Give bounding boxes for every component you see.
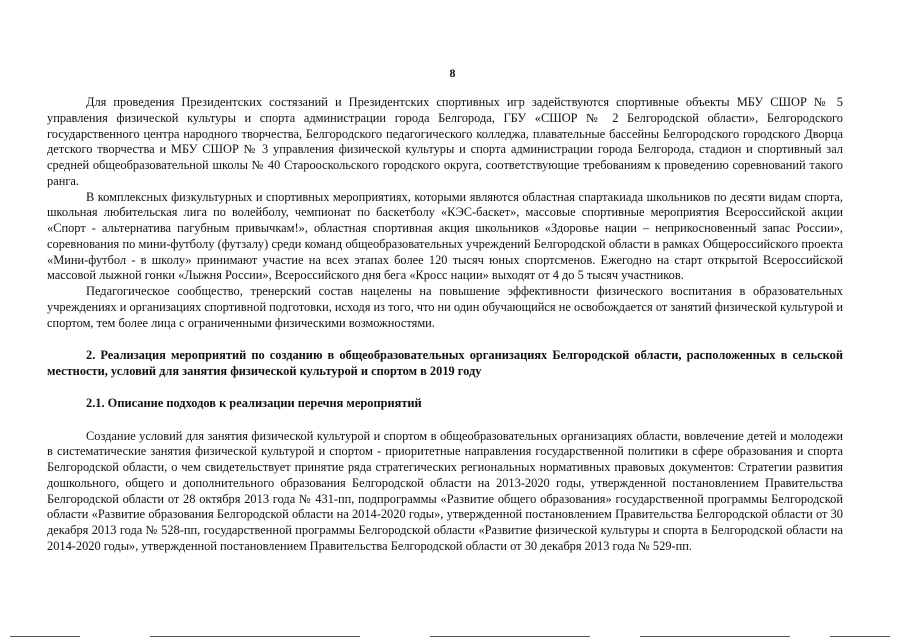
paragraph-pedagogical-community: Педагогическое сообщество, тренерский состав нацелены на повышение эффективности физического воспитания в образовательных учреждениях и организациях спортивной подготовки, исходя из того, что ни один обучающийся не освобождается от занятий физической культурой и спортом, тем более лица с ограниченными физическими возможностями.	[47, 284, 843, 330]
paragraph-sports-facilities: Для проведения Президентских состязаний и Президентских спортивных игр задействуются спортивные объекты МБУ СШОР № 5 управления физической культуры и спорта администрации города Белгорода, ГБУ «СШОР № 2 Белгородской области», Белгородского государственного центра народного творчества, Белгородского педагогического колледжа, плавательные бассейны Белгородского городского Дворца детского творчества и МБУ СШОР № 3 управления физической культуры и спорта администрации города Белгорода, стадион и спортивный зал средней общеобразовательной школы № 40 Старооскольского городского округа, соответствующие требованиям к проведению соревнований такого ранга.	[47, 95, 843, 188]
scan-edge-artifact	[0, 634, 905, 640]
section-heading: 2. Реализация мероприятий по созданию в общеобразовательных организациях Белгородской области, расположенных в сельской местности, условий для занятия физической культурой и спортом в 2019 году	[47, 348, 843, 378]
page-number: 8	[449, 66, 456, 80]
paragraph-conditions: Создание условий для занятия физической культурой и спортом в общеобразовательных организациях области, вовлечение детей и молодежи в систематические занятия физической культурой и спортом - приоритетные направления государственной политики в сфере образования и спорта Белгородской области, о чем свидетельствует принятие ряда стратегических региональных нормативных правовых документов: Стратегии развития дошкольного, общего и дополнительного образования Белгородской области на 2013-2020 годы, утвержденной постановлением Правительства Белгородской области от 28 октября 2013 года № 431-пп, подпрограммы «Развитие общего образования» государственной программы Белгородской области «Развитие образования Белгородской области на 2014-2020 годы», утвержденной постановлением Правительства Белгородской области от 30 декабря 2013 года № 528-пп, государственной программы Белгородской области «Развитие физической культуры и спорта в Белгородской области на 2014-2020 годы», утвержденной постановлением Правительства Белгородской области от 30 декабря 2013 года № 529-пп.	[47, 428, 843, 553]
document-body	[47, 95, 843, 555]
subsection-heading: 2.1. Описание подходов к реализации перечня мероприятий	[86, 395, 422, 410]
paragraph-sports-events: В комплексных физкультурных и спортивных мероприятиях, которыми являются областная спартакиада школьников по десяти видам спорта, школьная любительская лига по волейболу, чемпионат по баскетболу «КЭС-баскет», массовые спортивные мероприятия Всероссийской акции «Спорт - альтернатива пагубным привычкам!», областная спортивная акция школьников «Здоровье нации – неприкосновенный запас России», соревнования по мини-футболу (футзалу) среди команд общеобразовательных учреждений Белгородской области в рамках Общероссийского проекта «Мини-футбол - в школу» принимают участие на всех этапах более 120 тысяч юных спортсменов. Ежегодно на старт открытой Всероссийской массовой лыжной гонки «Лыжня России», Всероссийского дня бега «Кросс нации» выходят от 4 до 5 тысяч участников.	[47, 189, 843, 283]
